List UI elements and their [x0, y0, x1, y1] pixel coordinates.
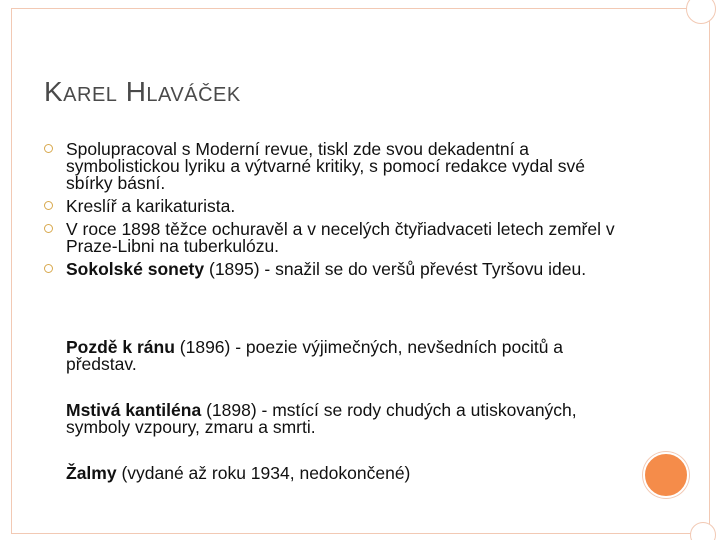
work-description: (1898) - mstící se rody chudých a utiskovaných, symboly vzpoury, zmaru a smrti. — [66, 400, 577, 437]
circle-bullet-icon — [44, 144, 53, 153]
work-title: Mstivá kantiléna — [66, 400, 202, 420]
work-title: Sokolské sonety — [66, 259, 205, 279]
paragraph-work — [66, 402, 636, 436]
circle-bullet-icon — [44, 224, 53, 233]
bullet-item — [44, 261, 624, 278]
work-description: (1896) - poezie výjimečných, nevšedních pocitů a představ. — [66, 337, 564, 374]
bullet-text: Spolupracoval s Moderní revue, tiskl zde svou dekadentní a symbolistickou lyriku a výtvarné kritiky, s pomocí redakce vydal své sbírky básní. — [66, 139, 586, 193]
work-title: Žalmy — [66, 463, 117, 483]
decorative-circle-accent — [643, 452, 689, 498]
bullet-list — [44, 141, 624, 284]
circle-bullet-icon — [44, 201, 53, 210]
work-title: Pozdě k ránu — [66, 337, 175, 357]
bullet-item — [44, 198, 624, 215]
work-description: (1895) - snažil se do veršů převést Tyršovu ideu. — [204, 259, 587, 279]
slide-title: Karel Hlaváček — [44, 76, 241, 107]
paragraph-work — [66, 465, 636, 482]
paragraph-work — [66, 339, 636, 373]
bullet-text: V roce 1898 těžce ochuravěl a v necelých čtyřiadvaceti letech zemřel v Praze-Libni na tuberkulózu. — [66, 219, 615, 256]
bullet-item — [44, 221, 624, 255]
decorative-circle-bottom — [690, 522, 716, 540]
bullet-item — [44, 141, 624, 192]
work-description: (vydané až roku 1934, nedokončené) — [116, 463, 411, 483]
decorative-circle-top — [686, 0, 716, 24]
circle-bullet-icon — [44, 264, 53, 273]
bullet-text: Kreslíř a karikaturista. — [66, 196, 236, 216]
